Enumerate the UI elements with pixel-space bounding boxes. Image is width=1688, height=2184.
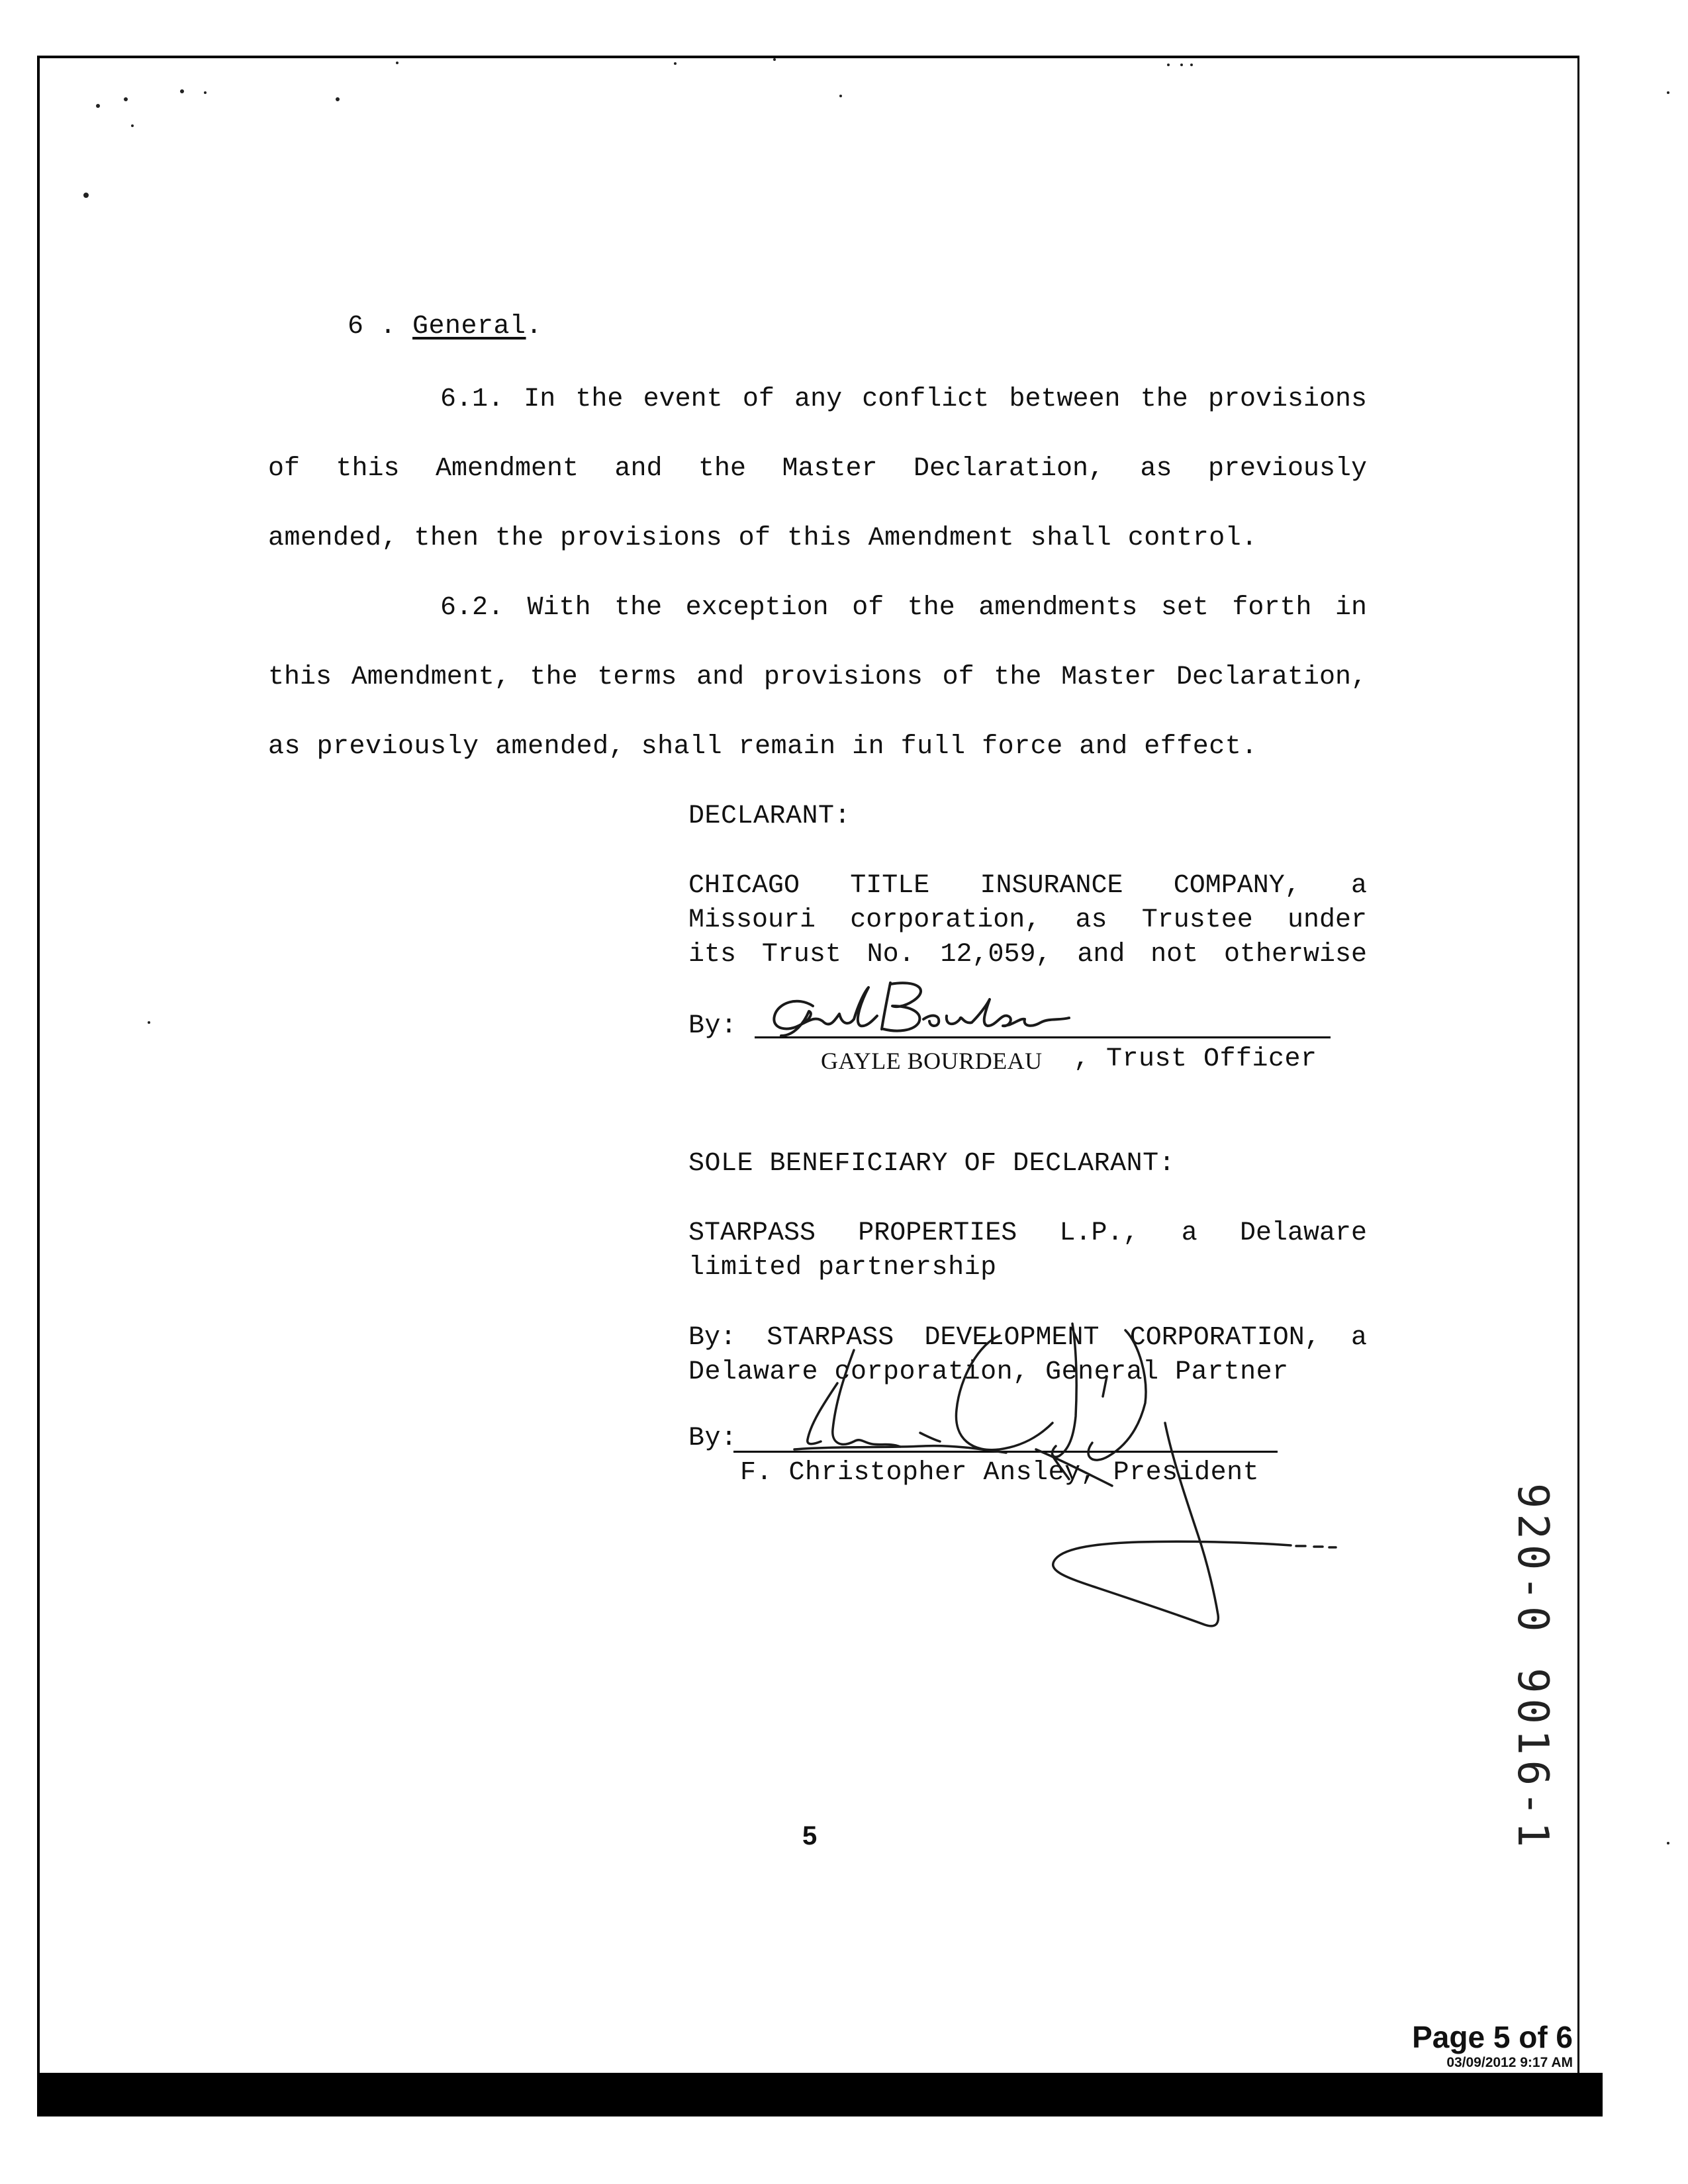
- declarant-entity-line-3: its Trust No. 12,059, and not otherwise: [688, 940, 1367, 970]
- beneficiary-by-line-2: Delaware corporation, General Partner: [688, 1357, 1289, 1387]
- paragraph-6-1-line-2: of this Amendment and the Master Declaration, as previously: [268, 454, 1367, 484]
- declarant-entity-line-1: CHICAGO TITLE INSURANCE COMPANY, a: [688, 871, 1367, 901]
- section-title: General: [412, 312, 526, 341]
- declarant-entity-line-2: Missouri corporation, as Trustee under: [688, 905, 1367, 935]
- paragraph-6-1-line-1: 6.1. In the event of any conflict between the provisions: [440, 385, 1367, 414]
- section-heading: [348, 311, 542, 343]
- declarant-signer-title: , Trust Officer: [1074, 1044, 1317, 1074]
- declarant-heading: DECLARANT:: [688, 801, 851, 831]
- page-border: [37, 56, 1579, 2105]
- recording-stamp-text: 920-0 9016-1: [1508, 1482, 1557, 1853]
- beneficiary-by-label: By:: [688, 1424, 737, 1453]
- beneficiary-entity-line-1: STARPASS PROPERTIES L.P., a Delaware: [688, 1218, 1367, 1248]
- section-title-suffix: .: [526, 312, 543, 341]
- paragraph-6-2-line-1: 6.2. With the exception of the amendments set forth in: [440, 593, 1367, 623]
- footer-page-of: Page 5 of 6: [1412, 2020, 1573, 2054]
- paragraph-6-2-line-2: this Amendment, the terms and provisions of the Master Declaration,: [268, 662, 1367, 692]
- footer-timestamp: 03/09/2012 9:17 AM: [1446, 2055, 1573, 2070]
- beneficiary-signature-line: [733, 1451, 1278, 1453]
- paragraph-6-1-line-3: amended, then the provisions of this Amendment shall control.: [268, 523, 1258, 553]
- beneficiary-entity-line-2: limited partnership: [688, 1253, 997, 1283]
- recording-stamp: [1503, 1482, 1562, 1853]
- declarant-signer-name: GAYLE BOURDEAU: [821, 1048, 1043, 1074]
- scan-bottom-bar: [37, 2073, 1603, 2116]
- beneficiary-signer: F. Christopher Ansley, President: [740, 1458, 1260, 1488]
- beneficiary-heading: SOLE BENEFICIARY OF DECLARANT:: [688, 1149, 1176, 1179]
- page-number: 5: [802, 1821, 818, 1850]
- beneficiary-by-line-1: By: STARPASS DEVELOPMENT CORPORATION, a: [688, 1323, 1367, 1353]
- section-number: 6 .: [348, 312, 397, 341]
- declarant-signature-line: [755, 1036, 1331, 1038]
- paragraph-6-2-line-3: as previously amended, shall remain in full force and effect.: [268, 732, 1258, 762]
- declarant-by-label: By:: [688, 1011, 737, 1041]
